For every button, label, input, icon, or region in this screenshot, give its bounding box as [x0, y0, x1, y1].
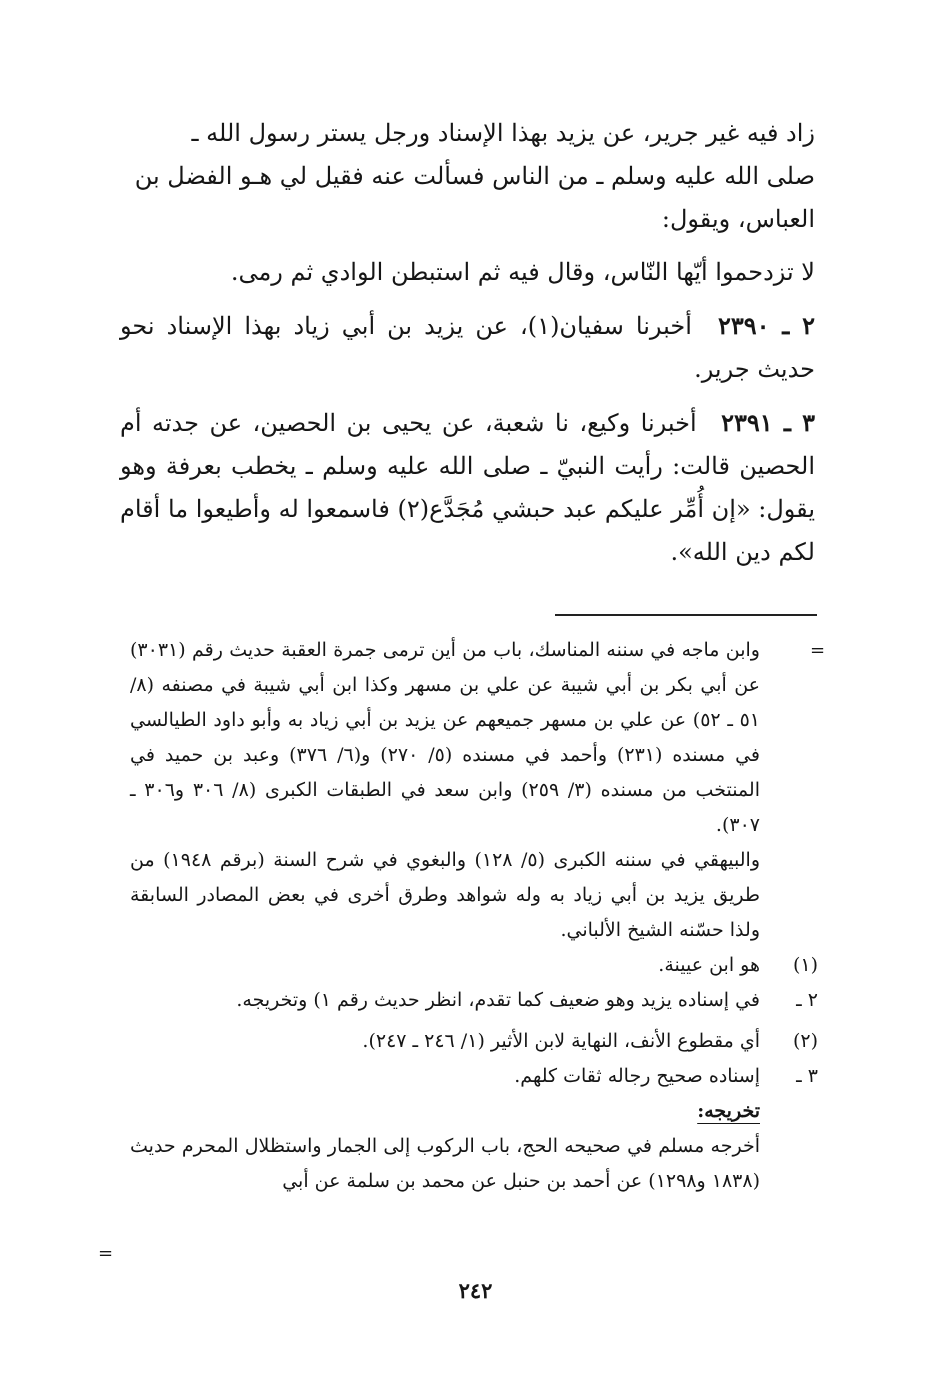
footnotes [130, 633, 818, 1199]
takhrij-heading: تخريجه: [697, 1100, 760, 1122]
continuation-marker: = [810, 640, 826, 661]
paragraph-1 [120, 112, 815, 241]
footnote-1 [130, 948, 818, 983]
hadith-number: ٢ ـ ٢٣٩٠ [717, 311, 815, 340]
footnote-number: (٢) [792, 1030, 818, 1052]
hadith-2391 [120, 401, 815, 574]
note-number: ٢ ـ [796, 989, 818, 1011]
note-hadith-3 [130, 1059, 818, 1094]
footnote-text: هو ابن عيينة. [658, 954, 760, 976]
hadith-text: أخبرنا سفيان(١)، عن يزيد بن أبي زياد بهذا الإسناد نحو حديث جرير. [120, 312, 815, 383]
p1-line-3: العباس، ويقول: [661, 205, 815, 233]
note-text: في إسناده يزيد وهو ضعيف كما تقدم، انظر حديث رقم ١) وتخريجه. [236, 989, 760, 1011]
paragraph-2: لا تزدحموا أيّها النّاس، وقال فيه ثم استبطن الوادي ثم رمى. [230, 258, 815, 286]
footnote-continuation-2: والبيهقي في سننه الكبرى (٥/ ١٢٨) والبغوي في شرح السنة (برقم ١٩٤٨) من طريق يزيد بن أبي زياد به وله شواهد وطرق أخرى في بعض المصادر السابقة ولذا حسّنه الشيخ الألباني. [130, 849, 760, 941]
note-hadith-2 [130, 983, 818, 1018]
footnote-continuation: وابن ماجه في سننه المناسك، باب من أين ترمى جمرة العقبة حديث رقم (٣٠٣١) عن أبي بكر بن أبي شيبة عن علي بن مسهر وكذا ابن أبي شيبة في مصنفه (٨/ ٥١ ـ ٥٢) عن علي بن مسهر جميعهم عن يزيد بن أبي زياد به وأبو داود الطيالسي في مسنده (٢٣١) وأحمد في مسنده (٥/ ٢٧٠) و(٦/ ٣٧٦) وعبد بن حميد في المنتخب من مسنده (٣/ ٢٥٩) وابن سعد في الطبقات الكبرى (٨/ ٣٠٦ و٣٠٦ ـ ٣٠٧). [130, 639, 760, 836]
continuation-marker-end: = [98, 1243, 114, 1264]
hadith-2390 [120, 304, 815, 391]
page-number: ٢٤٢ [458, 1278, 493, 1303]
p1-line-2: صلى الله عليه وسلم ـ من الناس فسألت عنه فقيل لي هـو الفضل بن [134, 162, 815, 190]
main-text [120, 112, 815, 574]
hadith-number: ٣ ـ ٢٣٩١ [721, 408, 815, 437]
p1-line-1: زاد فيه غير جرير، عن يزيد بهذا الإسناد ورجل يستر رسول الله ـ [191, 119, 815, 147]
footnote-divider [555, 614, 817, 616]
hadith-text: أخبرنا وكيع، نا شعبة، عن يحيى بن الحصين، عن جدته أم الحصين قالت: رأيت النبيّ ـ صلى الله عليه وسلم ـ يخطب بعرفة وهو يقول: «إن أُمِّر عليكم عبد حبشي مُجَدَّع(٢) فاسمعوا له وأطيعوا ما أقام لكم دين الله». [120, 409, 815, 566]
note-text: إسناده صحيح رجاله ثقات كلهم. [514, 1065, 760, 1087]
note-number: ٣ ـ [796, 1065, 818, 1087]
footnote-text: أي مقطوع الأنف، النهاية لابن الأثير (١/ ٢٤٦ ـ ٢٤٧). [362, 1030, 760, 1052]
takhrij-text: أخرجه مسلم في صحيحه الحج، باب الركوب إلى الجمار واستظلال المحرم حديث (١٨٣٨ و١٢٩٨) عن أحمد بن حنبل عن محمد بن سلمة عن أبي [130, 1135, 760, 1192]
footnote-2 [130, 1024, 818, 1059]
footnote-number: (١) [792, 954, 818, 976]
